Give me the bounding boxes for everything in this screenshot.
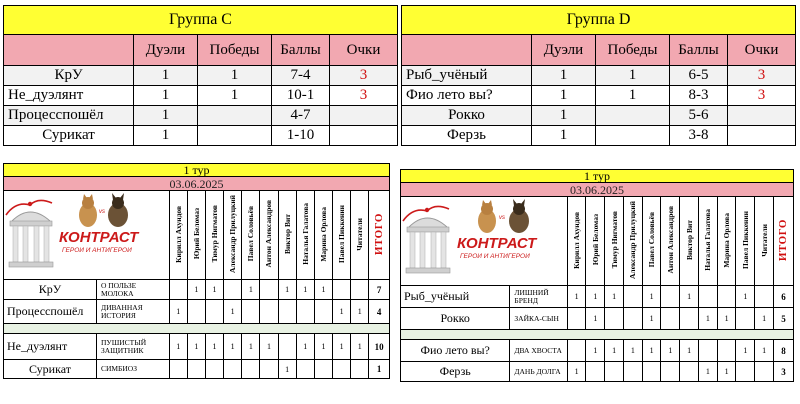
table-row: [401, 308, 794, 330]
player-header: Кирилл Ахундов: [169, 191, 187, 280]
round-date: 03.06.2025: [4, 177, 390, 191]
mark-cell: 1: [623, 340, 642, 362]
team-name: Процесспошёл: [4, 300, 97, 324]
mark-cell: [623, 362, 642, 382]
separator-row: [401, 330, 794, 340]
player-header: Читатели: [351, 191, 369, 280]
player-header: Юрий Беломаз: [187, 191, 205, 280]
mark-cell: 1: [680, 340, 699, 362]
answer-cell: ПУШИСТЫЙ ЗАЩИТНИК: [96, 334, 169, 360]
mark-cell: [755, 362, 774, 382]
table-row: [4, 280, 390, 300]
mark-cell: [187, 360, 205, 379]
mark-cell: [242, 300, 260, 324]
player-header: Павел Пиккенин: [333, 191, 351, 280]
mark-cell: 1: [242, 334, 260, 360]
duels-cell: 1: [134, 86, 198, 106]
player-header: Виктор Вит: [278, 191, 296, 280]
mark-cell: 1: [333, 334, 351, 360]
header-wins: Победы: [596, 35, 670, 66]
mark-cell: [755, 286, 774, 308]
total-header: ИТОГО: [773, 197, 793, 286]
team-name: Ферзь: [402, 126, 532, 146]
team-name: Рокко: [401, 308, 510, 330]
mark-cell: 1: [278, 360, 296, 379]
player-header: Наталья Галатова: [698, 197, 717, 286]
mark-cell: [296, 300, 314, 324]
mark-cell: [567, 308, 586, 330]
mark-cell: [623, 308, 642, 330]
mark-cell: [623, 286, 642, 308]
table-row: [4, 126, 398, 146]
points-cell: 3: [728, 86, 796, 106]
logo-vs: vs: [499, 215, 505, 221]
mark-cell: [242, 360, 260, 379]
team-name: Фио лето вы?: [401, 340, 510, 362]
player-header: Юрий Беломаз: [586, 197, 605, 286]
wins-cell: [198, 126, 272, 146]
answer-cell: ЛИШНИЙ БРЕНД: [510, 286, 567, 308]
mark-cell: 1: [661, 340, 680, 362]
wins-cell: 1: [596, 66, 670, 86]
mark-cell: 1: [736, 340, 755, 362]
mark-cell: [224, 360, 242, 379]
score-cell: 10-1: [272, 86, 330, 106]
mark-cell: [661, 362, 680, 382]
group-d-table: [401, 5, 796, 146]
mark-cell: 1: [567, 286, 586, 308]
mark-cell: 1: [260, 334, 278, 360]
mark-cell: [605, 362, 624, 382]
header-blank: [402, 35, 532, 66]
header-duels: Дуэли: [532, 35, 596, 66]
points-cell: 3: [728, 66, 796, 86]
table-row: [4, 86, 398, 106]
team-name: КрУ: [4, 280, 97, 300]
mark-cell: 1: [642, 308, 661, 330]
header-points: Очки: [330, 35, 398, 66]
mark-cell: 1: [698, 308, 717, 330]
duels-cell: 1: [134, 66, 198, 86]
mark-cell: 1: [755, 340, 774, 362]
header-score: Баллы: [272, 35, 330, 66]
score-cell: 7-4: [272, 66, 330, 86]
mark-cell: [333, 280, 351, 300]
player-header: Антон Александров: [661, 197, 680, 286]
round-table-group-d: [400, 169, 794, 382]
group-c-table: [3, 5, 398, 146]
mark-cell: [351, 280, 369, 300]
mark-cell: [205, 360, 223, 379]
mark-cell: [736, 362, 755, 382]
total-header: ИТОГО: [369, 191, 390, 280]
separator-cell: [401, 330, 794, 340]
mark-cell: 1: [586, 286, 605, 308]
mark-cell: [680, 308, 699, 330]
wins-cell: [198, 106, 272, 126]
mark-cell: 1: [187, 334, 205, 360]
team-name: Не_дуэлянт: [4, 334, 97, 360]
mark-cell: 1: [717, 308, 736, 330]
answer-cell: О ПОЛЬЗЕ МОЛОКА: [96, 280, 169, 300]
score-cell: 3-8: [670, 126, 728, 146]
table-row: [402, 66, 796, 86]
logo: [4, 191, 170, 280]
mark-cell: 1: [680, 286, 699, 308]
total-cell: 6: [773, 286, 793, 308]
round-title: 1 тур: [401, 170, 794, 183]
points-cell: [728, 126, 796, 146]
header-wins: Победы: [198, 35, 272, 66]
mark-cell: 1: [586, 308, 605, 330]
points-cell: 3: [330, 86, 398, 106]
player-header: Павел Пиккенин: [736, 197, 755, 286]
mark-cell: 1: [187, 280, 205, 300]
separator-row: [4, 324, 390, 334]
mark-cell: [278, 334, 296, 360]
team-name: Процесспошёл: [4, 106, 134, 126]
mark-cell: 1: [755, 308, 774, 330]
mark-cell: [736, 308, 755, 330]
mark-cell: 1: [314, 334, 332, 360]
answer-cell: СИМБИОЗ: [96, 360, 169, 379]
mark-cell: 1: [296, 334, 314, 360]
mark-cell: 1: [586, 340, 605, 362]
points-cell: [330, 126, 398, 146]
total-cell: 4: [369, 300, 390, 324]
mark-cell: [224, 280, 242, 300]
table-row: [402, 106, 796, 126]
header-duels: Дуэли: [134, 35, 198, 66]
mark-cell: 1: [205, 334, 223, 360]
mark-cell: [680, 362, 699, 382]
mark-cell: 1: [351, 334, 369, 360]
mark-cell: [698, 340, 717, 362]
mark-cell: [169, 360, 187, 379]
mark-cell: 1: [717, 362, 736, 382]
player-header: Александр Прилуцкий: [623, 197, 642, 286]
total-cell: 1: [369, 360, 390, 379]
mark-cell: 1: [224, 334, 242, 360]
player-header: Виктор Вит: [680, 197, 699, 286]
player-header: Павел Соловьёв: [242, 191, 260, 280]
mark-cell: [567, 340, 586, 362]
score-cell: 5-6: [670, 106, 728, 126]
duels-cell: 1: [532, 126, 596, 146]
mark-cell: 1: [224, 300, 242, 324]
wins-cell: 1: [198, 66, 272, 86]
header-blank: [4, 35, 134, 66]
mark-cell: [333, 360, 351, 379]
mark-cell: 1: [642, 340, 661, 362]
team-name: Сурикат: [4, 360, 97, 379]
player-header: Марина Орлова: [717, 197, 736, 286]
mark-cell: 1: [605, 286, 624, 308]
table-row: [401, 286, 794, 308]
mark-cell: 1: [278, 280, 296, 300]
mark-cell: 1: [296, 280, 314, 300]
logo-subtitle: ГЕРОИ И АНТИГЕРОИ: [460, 253, 530, 260]
team-name: Не_дуэлянт: [4, 86, 134, 106]
table-row: [401, 340, 794, 362]
wins-cell: 1: [596, 86, 670, 106]
mark-cell: [661, 286, 680, 308]
answer-cell: ДИВАННАЯ ИСТОРИЯ: [96, 300, 169, 324]
total-cell: 5: [773, 308, 793, 330]
table-row: [4, 300, 390, 324]
round-table-group-c: [3, 163, 390, 379]
answer-cell: ДВА ХВОСТА: [510, 340, 567, 362]
mark-cell: [717, 286, 736, 308]
team-name: Ферзь: [401, 362, 510, 382]
player-header: Тимур Нигматов: [205, 191, 223, 280]
score-cell: 8-3: [670, 86, 728, 106]
mark-cell: [169, 280, 187, 300]
mark-cell: [605, 308, 624, 330]
wins-cell: [596, 106, 670, 126]
table-row: [4, 66, 398, 86]
mark-cell: [717, 340, 736, 362]
mark-cell: 1: [205, 280, 223, 300]
mark-cell: [661, 308, 680, 330]
logo-vs: vs: [99, 209, 105, 215]
mark-cell: 1: [567, 362, 586, 382]
player-header: Кирилл Ахундов: [567, 197, 586, 286]
player-header: Читатели: [755, 197, 774, 286]
logo-subtitle: ГЕРОИ И АНТИГЕРОИ: [62, 247, 132, 254]
player-header: Марина Орлова: [314, 191, 332, 280]
mark-cell: [314, 300, 332, 324]
total-cell: 8: [773, 340, 793, 362]
round-title: 1 тур: [4, 164, 390, 177]
mark-cell: [260, 300, 278, 324]
mark-cell: [698, 286, 717, 308]
points-cell: [728, 106, 796, 126]
header-points: Очки: [728, 35, 796, 66]
points-cell: [330, 106, 398, 126]
total-cell: 7: [369, 280, 390, 300]
total-cell: 3: [773, 362, 793, 382]
player-header: Тимур Нигматов: [605, 197, 624, 286]
points-cell: 3: [330, 66, 398, 86]
player-header: Наталья Галатова: [296, 191, 314, 280]
table-row: [402, 86, 796, 106]
team-name: Рыб_учёный: [402, 66, 532, 86]
mark-cell: [586, 362, 605, 382]
table-row: [402, 126, 796, 146]
table-row: [4, 334, 390, 360]
duels-cell: 1: [532, 106, 596, 126]
team-name: Сурикат: [4, 126, 134, 146]
logo: [401, 197, 568, 286]
mark-cell: 1: [736, 286, 755, 308]
mark-cell: [205, 300, 223, 324]
separator-cell: [4, 324, 390, 334]
mark-cell: 1: [169, 300, 187, 324]
team-name: КрУ: [4, 66, 134, 86]
table-row: [4, 360, 390, 379]
mark-cell: 1: [605, 340, 624, 362]
round-date: 03.06.2025: [401, 183, 794, 197]
table-row: [4, 106, 398, 126]
score-cell: 6-5: [670, 66, 728, 86]
mark-cell: 1: [242, 280, 260, 300]
team-name: Фио лето вы?: [402, 86, 532, 106]
total-cell: 10: [369, 334, 390, 360]
mark-cell: [642, 362, 661, 382]
mark-cell: [314, 360, 332, 379]
logo-title: КОНТРАСТ: [59, 229, 139, 246]
player-header: Павел Соловьёв: [642, 197, 661, 286]
mark-cell: 1: [642, 286, 661, 308]
team-name: Рокко: [402, 106, 532, 126]
score-cell: 1-10: [272, 126, 330, 146]
score-cell: 4-7: [272, 106, 330, 126]
mark-cell: 1: [698, 362, 717, 382]
player-header: Александр Прилуцкий: [224, 191, 242, 280]
wins-cell: 1: [198, 86, 272, 106]
duels-cell: 1: [532, 66, 596, 86]
team-name: Рыб_учёный: [401, 286, 510, 308]
mark-cell: [260, 280, 278, 300]
duels-cell: 1: [134, 126, 198, 146]
group-c-title: Группа С: [4, 6, 398, 35]
mark-cell: [187, 300, 205, 324]
mark-cell: 1: [351, 300, 369, 324]
group-d-title: Группа D: [402, 6, 796, 35]
duels-cell: 1: [532, 86, 596, 106]
mark-cell: [296, 360, 314, 379]
answer-cell: ДАНЬ ДОЛГА: [510, 362, 567, 382]
player-header: Антон Александров: [260, 191, 278, 280]
duels-cell: 1: [134, 106, 198, 126]
mark-cell: 1: [169, 334, 187, 360]
answer-cell: ЗАЙКА-СЫН: [510, 308, 567, 330]
logo-title: КОНТРАСТ: [457, 235, 537, 252]
mark-cell: 1: [333, 300, 351, 324]
mark-cell: [260, 360, 278, 379]
mark-cell: [278, 300, 296, 324]
table-row: [401, 362, 794, 382]
header-score: Баллы: [670, 35, 728, 66]
mark-cell: [351, 360, 369, 379]
wins-cell: [596, 126, 670, 146]
mark-cell: 1: [314, 280, 332, 300]
